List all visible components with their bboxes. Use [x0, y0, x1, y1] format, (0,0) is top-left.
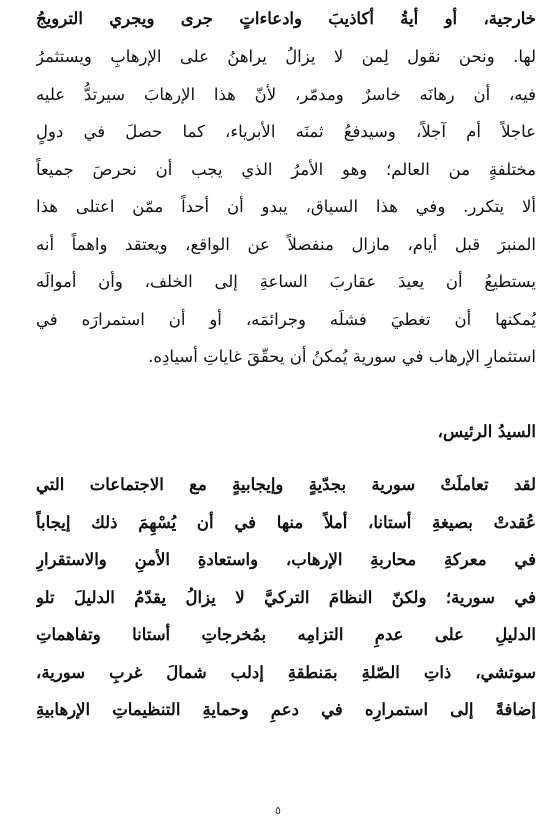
- text-line: استثمارِ الإرهاب في سورية يُمكنُ أن يحقّقَ غاياتِ أسيادِه.: [148, 347, 536, 366]
- text-line: لقد تعاملَتْ سورية بجدّيةٍ وإيجابيةٍ مع الاجتماعات التي: [36, 475, 536, 494]
- text-line: فيه، أن رهانَه خاسرٌ ومدمّر، لأنّ هذا الإرهابَ سيرتدُّ عليه: [36, 84, 536, 104]
- page-number: ٥: [275, 804, 281, 817]
- text-line: خارجية، أو أيةُ أكاذيبَ وادعاءاتٍ جرى ويجري الترويجُ: [36, 9, 536, 28]
- text-line: ألا يتكرر. وفي هذا السياق، يبدو أن أحداً ممّن اعتلى هذا: [36, 197, 536, 216]
- text-line: سوتشي، ذاتِ الصّلةِ بمَنطقةِ إدلب شمالَ غربِ سورية،: [36, 662, 536, 682]
- text-line: عاجلاً أم آجلاً، وسيدفعُ ثمنَه الأبرياء، كما حصلَ في دولٍ: [36, 122, 536, 141]
- text-line: في معركةِ محاربةِ الإرهاب، واستعادةِ الأمنِ والاستقرارِ: [36, 550, 536, 569]
- text-line: المنبرَ قبل أيام، مازال منفصلاً عن الواقع، ويعتقد واهماً أنه: [36, 234, 536, 254]
- text-line: مختلفةٍ من العالم؛ وهو الأمرُ الذي يجب أن نحرصَ جميعاً: [36, 159, 536, 179]
- paragraph-1: [36, 38, 536, 376]
- text-line: إضافةً إلى استمرارِه في دعمِ وحمايةِ التنظيماتِ الإرهابيةِ: [36, 700, 536, 719]
- text-line: لها. ونحن نقول لِمن لا يزالُ يراهنُ على الإرهابِ ويستثمرُ: [36, 47, 536, 66]
- salutation-heading: السيدُ الرئيس،: [437, 422, 536, 441]
- text-line: الدليلِ على عدمِ التزامِه بمُخرجاتِ أستانا وتفاهماتِ: [36, 625, 536, 644]
- text-line: يستطيعُ أن يعيدَ عقاربَ الساعةِ إلى الخلف، وأن أموالَه: [36, 272, 536, 291]
- text-line: عُقدتْ بصيغةِ أستانا، أملاً منها في أن يُسْهِمَ ذلك إيجاباً: [36, 512, 536, 532]
- text-line: يُمكنها أن تغطيَ فشلَه وجرائمَه، أو أن استمرارَه في: [36, 309, 536, 329]
- paragraph-2: [36, 466, 536, 729]
- paragraph-1-opening: [36, 0, 536, 38]
- text-line: في سورية؛ ولكنّ النظامَ التركيَّ لا يزالُ يقدّمُ الدليلَ تلو: [36, 587, 536, 607]
